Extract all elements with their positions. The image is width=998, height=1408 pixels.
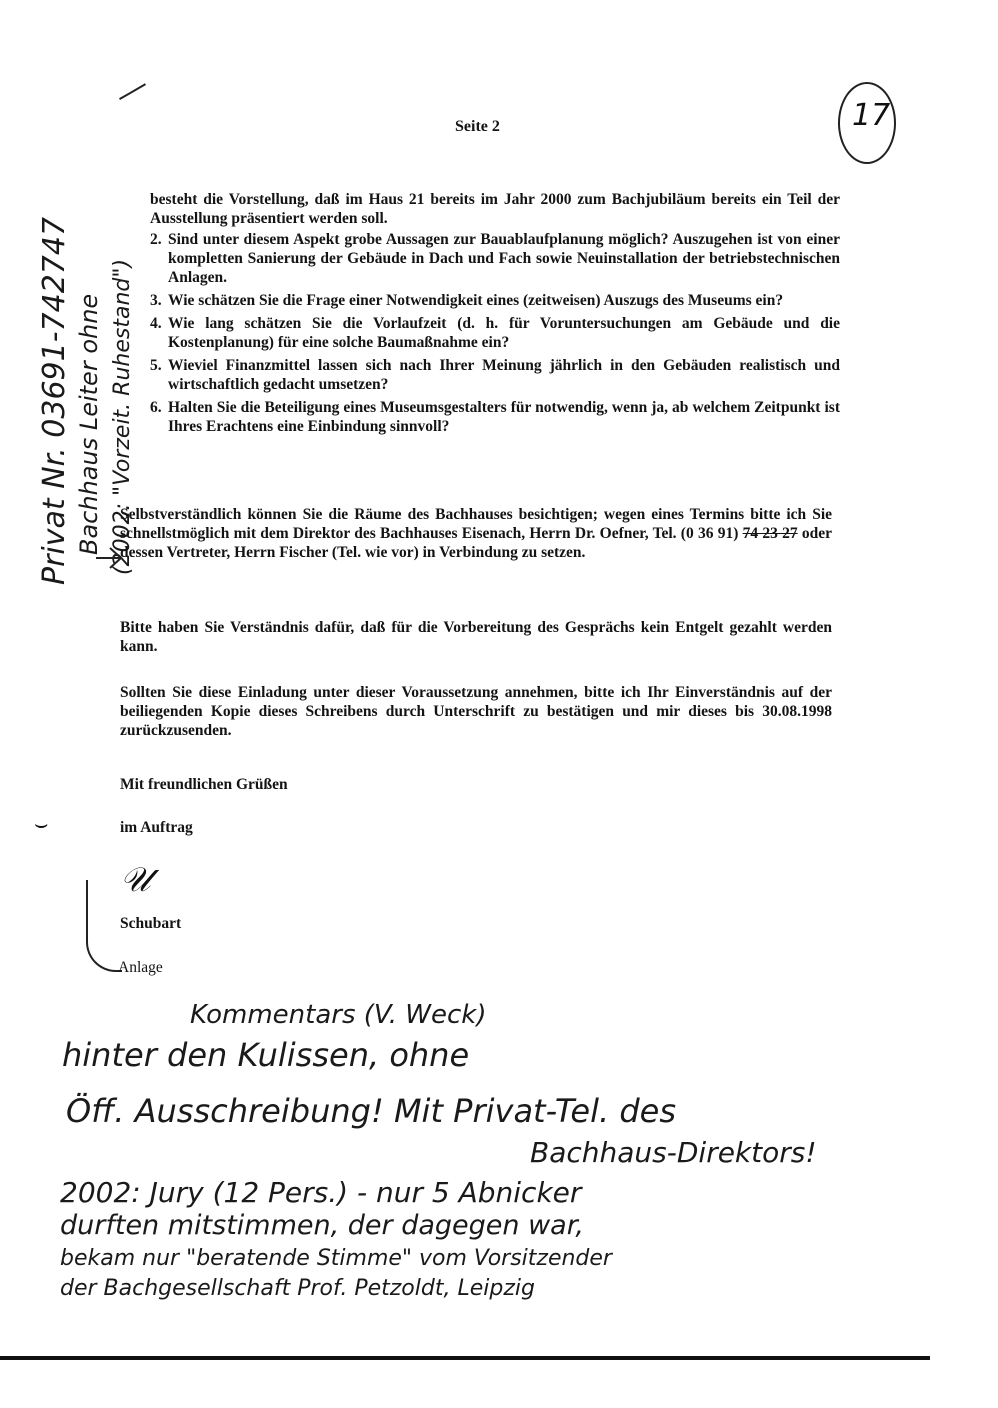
question-item (150, 314, 840, 352)
im-auftrag: im Auftrag (120, 819, 193, 836)
handwritten-line-6: durften mitstimmen, der dagegen war, (60, 1210, 584, 1241)
bottom-rule (0, 1356, 930, 1360)
question-number: 5. (150, 357, 162, 374)
paragraph-visit (120, 505, 832, 562)
question-intro: besteht die Vorstellung, daß im Haus 21 bereits im Jahr 2000 zum Bachjubiläum bereits ein Teil der Ausstellung präsentiert werden soll. (150, 191, 840, 227)
question-number: 6. (150, 399, 162, 416)
margin-bracket-mark (119, 83, 151, 108)
margin-check-mark: ⌣ (34, 812, 49, 837)
margin-note-line-2: Bachhaus Leiter ohne (75, 293, 103, 555)
question-item (150, 291, 840, 310)
question-text: Wie schätzen Sie die Frage einer Notwendigkeit eines (zeitweisen) Auszugs des Museums ein? (168, 292, 784, 309)
handwritten-line-3: Öff. Ausschreibung! Mit Privat-Tel. des (66, 1092, 676, 1130)
enclosure-label: Anlage (118, 959, 163, 976)
circled-number: 17 (852, 98, 891, 133)
question-text: Sind unter diesem Aspekt grobe Aussagen zur Bauablaufplanung möglich? Auszugehen ist von einer kompletten Sanierung der Gebäude in Dach und Fach sowie Neuinstallation der betriebstechnischen Anlagen. (168, 231, 840, 286)
margin-note-line-1: Privat Nr. 03691-742747 (37, 216, 72, 585)
signature: 𝒰 (120, 860, 151, 900)
handwritten-line-8: der Bachgesellschaft Prof. Petzoldt, Leipzig (60, 1276, 535, 1301)
closing-greeting: Mit freundlichen Grüßen (120, 776, 288, 793)
paragraph-consent: Sollten Sie diese Einladung unter dieser Voraussetzung annehmen, bitte ich Ihr Einverständnis auf der beiliegenden Kopie dieses Schreibens durch Unterschrift zu bestätigen und mir dieses bis 30.08.1998 zurückzusenden. (120, 684, 832, 739)
signer-name: Schubart (120, 915, 182, 932)
question-item (150, 356, 840, 394)
question-number: 2. (150, 231, 162, 248)
question-text: Wie lang schätzen Sie die Vorlaufzeit (d. h. für Voruntersuchungen am Gebäude und die Kostenplanung) für eine solche Baumaßnahme ein? (168, 315, 840, 351)
page-number: Seite 2 (455, 118, 500, 135)
handwritten-line-1: Kommentars (V. Weck) (190, 1000, 487, 1030)
handwritten-line-5: 2002: Jury (12 Pers.) - nur 5 Abnicker (60, 1176, 582, 1209)
handwritten-line-7: bekam nur "beratende Stimme" vom Vorsitzender (60, 1246, 612, 1271)
paragraph-fee: Bitte haben Sie Verständnis dafür, daß für die Vorbereitung des Gesprächs kein Entgelt gezahlt werden kann. (120, 619, 832, 655)
handwritten-line-4: Bachhaus-Direktors! (530, 1136, 817, 1169)
question-text: Wieviel Finanzmittel lassen sich nach Ihrer Meinung jährlich in den Gebäuden realistisch und wirtschaftlich gedacht umsetzen? (168, 357, 840, 393)
paragraph-visit-before: Selbstverständlich können Sie die Räume des Bachhauses besichtigen; wegen eines Termins bitte ich Sie schnellstmöglich mit dem Direktor des Bachhauses Eisenach, Herrn Dr. Oefner, Tel. (0 36 91) (120, 506, 832, 542)
question-text: Halten Sie die Beteiligung eines Museumsgestalters für notwendig, wenn ja, ab welchem Zeitpunkt ist Ihres Erachtens eine Einbindung sinnvoll? (168, 399, 840, 435)
margin-note-line-3: (2002: "Vorzeit. Ruhestand") (110, 258, 135, 575)
handwritten-line-2: hinter den Kulissen, ohne (62, 1036, 470, 1074)
circled-page-annotation (838, 82, 896, 164)
signature-flourish (86, 880, 122, 972)
question-number: 3. (150, 292, 162, 309)
question-number: 4. (150, 315, 162, 332)
paragraph-visit-after: oder dessen Vertreter, Herrn Fischer (Tel. wie vor) in Verbindung zu setzen. (120, 525, 833, 561)
struck-phone-number: 74 23 27 (742, 525, 798, 542)
question-item (150, 230, 840, 287)
question-item (150, 398, 840, 436)
question-list (150, 190, 840, 440)
